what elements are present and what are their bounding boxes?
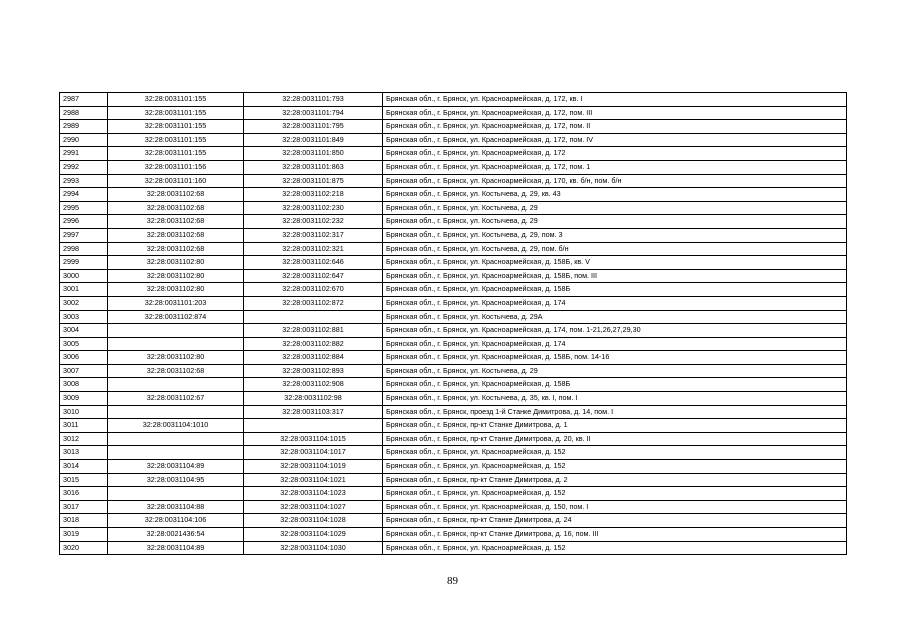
page-number: 89 — [447, 575, 458, 587]
object-cadastral-number-cell: 32:28:0031104:1017 — [244, 446, 383, 460]
address-cell: Брянская обл., г. Брянск, ул. Костычева, д. 29, кв. 43 — [383, 188, 847, 202]
cadastral-number-cell: 32:28:0031104:106 — [108, 514, 244, 528]
table-row — [60, 269, 847, 283]
table-row — [60, 120, 847, 134]
address-cell: Брянская обл., г. Брянск, ул. Костычева, д. 35, кв. I, пом. I — [383, 392, 847, 406]
cadastral-number-cell: 32:28:0031102:80 — [108, 283, 244, 297]
table-row — [60, 147, 847, 161]
row-number-cell: 3013 — [60, 446, 108, 460]
row-number-cell: 3007 — [60, 364, 108, 378]
row-number-cell: 2998 — [60, 242, 108, 256]
table-row — [60, 446, 847, 460]
table-row — [60, 487, 847, 501]
row-number-cell: 2999 — [60, 256, 108, 270]
object-cadastral-number-cell: 32:28:0031102:230 — [244, 201, 383, 215]
object-cadastral-number-cell: 32:28:0031104:1028 — [244, 514, 383, 528]
cadastral-number-cell: 32:28:0031104:95 — [108, 473, 244, 487]
table-row — [60, 405, 847, 419]
object-cadastral-number-cell: 32:28:0031102:893 — [244, 364, 383, 378]
cadastral-number-cell: 32:28:0031102:80 — [108, 351, 244, 365]
table-row — [60, 296, 847, 310]
cadastral-number-cell: 32:28:0031102:68 — [108, 201, 244, 215]
object-cadastral-number-cell: 32:28:0031101:863 — [244, 160, 383, 174]
object-cadastral-number-cell: 32:28:0031101:793 — [244, 93, 383, 107]
address-cell: Брянская обл., г. Брянск, ул. Красноармейская, д. 172 — [383, 147, 847, 161]
table-row — [60, 378, 847, 392]
object-cadastral-number-cell: 32:28:0031102:98 — [244, 392, 383, 406]
cadastral-number-cell — [108, 378, 244, 392]
object-cadastral-number-cell: 32:28:0031101:875 — [244, 174, 383, 188]
address-cell: Брянская обл., г. Брянск, ул. Красноармейская, д. 152 — [383, 446, 847, 460]
row-number-cell: 2993 — [60, 174, 108, 188]
object-cadastral-number-cell: 32:28:0031102:321 — [244, 242, 383, 256]
address-cell: Брянская обл., г. Брянск, ул. Красноармейская, д. 174 — [383, 337, 847, 351]
row-number-cell: 3006 — [60, 351, 108, 365]
row-number-cell: 3011 — [60, 419, 108, 433]
table-row — [60, 541, 847, 555]
object-cadastral-number-cell: 32:28:0031104:1029 — [244, 528, 383, 542]
cadastral-number-cell: 32:28:0031102:68 — [108, 188, 244, 202]
table-row — [60, 242, 847, 256]
address-cell: Брянская обл., г. Брянск, проезд 1-й Станке Димитрова, д. 14, пом. I — [383, 405, 847, 419]
object-cadastral-number-cell: 32:28:0031102:317 — [244, 228, 383, 242]
row-number-cell: 3001 — [60, 283, 108, 297]
object-cadastral-number-cell: 32:28:0031101:849 — [244, 133, 383, 147]
row-number-cell: 2991 — [60, 147, 108, 161]
address-cell: Брянская обл., г. Брянск, ул. Красноармейская, д. 158Б — [383, 283, 847, 297]
cadastral-number-cell — [108, 446, 244, 460]
object-cadastral-number-cell: 32:28:0031101:794 — [244, 106, 383, 120]
table-row — [60, 228, 847, 242]
address-cell: Брянская обл., г. Брянск, ул. Красноармейская, д. 150, пом. I — [383, 500, 847, 514]
address-cell: Брянская обл., г. Брянск, ул. Красноармейская, д. 172, пом. III — [383, 106, 847, 120]
row-number-cell: 2989 — [60, 120, 108, 134]
table-row — [60, 310, 847, 324]
cadastral-number-cell: 32:28:0031101:155 — [108, 120, 244, 134]
cadastral-number-cell: 32:28:0031102:68 — [108, 242, 244, 256]
cadastral-number-cell — [108, 337, 244, 351]
address-cell: Брянская обл., г. Брянск, ул. Красноармейская, д. 172, пом. II — [383, 120, 847, 134]
row-number-cell: 3016 — [60, 487, 108, 501]
address-cell: Брянская обл., г. Брянск, ул. Красноармейская, д. 152 — [383, 460, 847, 474]
cadastral-number-cell: 32:28:0031101:203 — [108, 296, 244, 310]
row-number-cell: 2994 — [60, 188, 108, 202]
cadastral-number-cell — [108, 324, 244, 338]
object-cadastral-number-cell: 32:28:0031101:850 — [244, 147, 383, 161]
row-number-cell: 3000 — [60, 269, 108, 283]
table-row — [60, 283, 847, 297]
row-number-cell: 2997 — [60, 228, 108, 242]
object-cadastral-number-cell: 32:28:0031104:1023 — [244, 487, 383, 501]
row-number-cell: 3015 — [60, 473, 108, 487]
row-number-cell: 3018 — [60, 514, 108, 528]
row-number-cell: 2988 — [60, 106, 108, 120]
registry-table-body — [60, 93, 847, 555]
table-row — [60, 514, 847, 528]
address-cell: Брянская обл., г. Брянск, ул. Красноармейская, д. 174, пом. 1-21,26,27,29,30 — [383, 324, 847, 338]
row-number-cell: 3005 — [60, 337, 108, 351]
cadastral-number-cell: 32:28:0031104:88 — [108, 500, 244, 514]
row-number-cell: 2987 — [60, 93, 108, 107]
address-cell: Брянская обл., г. Брянск, пр-кт Станке Димитрова, д. 24 — [383, 514, 847, 528]
address-cell: Брянская обл., г. Брянск, ул. Красноармейская, д. 170, кв. б/н, пом. б/н — [383, 174, 847, 188]
table-row — [60, 500, 847, 514]
address-cell: Брянская обл., г. Брянск, ул. Костычева, д. 29 — [383, 201, 847, 215]
object-cadastral-number-cell: 32:28:0031102:872 — [244, 296, 383, 310]
object-cadastral-number-cell: 32:28:0031102:646 — [244, 256, 383, 270]
object-cadastral-number-cell: 32:28:0031104:1021 — [244, 473, 383, 487]
cadastral-number-cell: 32:28:0031101:160 — [108, 174, 244, 188]
object-cadastral-number-cell: 32:28:0031101:795 — [244, 120, 383, 134]
object-cadastral-number-cell: 32:28:0031102:881 — [244, 324, 383, 338]
row-number-cell: 3019 — [60, 528, 108, 542]
address-cell: Брянская обл., г. Брянск, пр-кт Станке Димитрова, д. 16, пом. III — [383, 528, 847, 542]
row-number-cell: 3020 — [60, 541, 108, 555]
cadastral-number-cell — [108, 405, 244, 419]
row-number-cell: 3012 — [60, 432, 108, 446]
address-cell: Брянская обл., г. Брянск, ул. Красноармейская, д. 174 — [383, 296, 847, 310]
cadastral-number-cell — [108, 432, 244, 446]
address-cell: Брянская обл., г. Брянск, пр-кт Станке Димитрова, д. 1 — [383, 419, 847, 433]
address-cell: Брянская обл., г. Брянск, ул. Красноармейская, д. 158Б, кв. V — [383, 256, 847, 270]
object-cadastral-number-cell: 32:28:0031104:1027 — [244, 500, 383, 514]
cadastral-number-cell: 32:28:0031102:80 — [108, 256, 244, 270]
object-cadastral-number-cell: 32:28:0031102:882 — [244, 337, 383, 351]
cadastral-number-cell: 32:28:0031104:89 — [108, 460, 244, 474]
cadastral-number-cell: 32:28:0031102:874 — [108, 310, 244, 324]
object-cadastral-number-cell: 32:28:0031102:670 — [244, 283, 383, 297]
row-number-cell: 3014 — [60, 460, 108, 474]
table-row — [60, 106, 847, 120]
table-row — [60, 256, 847, 270]
row-number-cell: 3017 — [60, 500, 108, 514]
row-number-cell: 2995 — [60, 201, 108, 215]
table-row — [60, 392, 847, 406]
row-number-cell: 3002 — [60, 296, 108, 310]
address-cell: Брянская обл., г. Брянск, ул. Красноармейская, д. 172, кв. I — [383, 93, 847, 107]
object-cadastral-number-cell: 32:28:0031104:1015 — [244, 432, 383, 446]
table-row — [60, 473, 847, 487]
cadastral-number-cell: 32:28:0031102:80 — [108, 269, 244, 283]
address-cell: Брянская обл., г. Брянск, ул. Красноармейская, д. 172, пом. IV — [383, 133, 847, 147]
address-cell: Брянская обл., г. Брянск, ул. Красноармейская, д. 158Б, пом. III — [383, 269, 847, 283]
address-cell: Брянская обл., г. Брянск, пр-кт Станке Димитрова, д. 2 — [383, 473, 847, 487]
address-cell: Брянская обл., г. Брянск, ул. Красноармейская, д. 152 — [383, 487, 847, 501]
table-row — [60, 432, 847, 446]
table-row — [60, 160, 847, 174]
table-row — [60, 460, 847, 474]
cadastral-number-cell: 32:28:0031104:89 — [108, 541, 244, 555]
cadastral-number-cell: 32:28:0031101:155 — [108, 93, 244, 107]
table-row — [60, 93, 847, 107]
table-row — [60, 188, 847, 202]
table-row — [60, 174, 847, 188]
address-cell: Брянская обл., г. Брянск, ул. Красноармейская, д. 152 — [383, 541, 847, 555]
row-number-cell: 3008 — [60, 378, 108, 392]
object-cadastral-number-cell: 32:28:0031103:317 — [244, 405, 383, 419]
table-row — [60, 351, 847, 365]
object-cadastral-number-cell: 32:28:0031102:884 — [244, 351, 383, 365]
object-cadastral-number-cell — [244, 310, 383, 324]
table-row — [60, 215, 847, 229]
cadastral-number-cell: 32:28:0031101:155 — [108, 147, 244, 161]
object-cadastral-number-cell — [244, 419, 383, 433]
table-row — [60, 364, 847, 378]
cadastral-number-cell: 32:28:0031101:155 — [108, 133, 244, 147]
object-cadastral-number-cell: 32:28:0031104:1019 — [244, 460, 383, 474]
table-row — [60, 419, 847, 433]
row-number-cell: 3010 — [60, 405, 108, 419]
cadastral-number-cell: 32:28:0031101:155 — [108, 106, 244, 120]
cadastral-number-cell: 32:28:0031102:68 — [108, 228, 244, 242]
table-row — [60, 201, 847, 215]
table-row — [60, 337, 847, 351]
address-cell: Брянская обл., г. Брянск, ул. Красноармейская, д. 158Б, пом. 14-16 — [383, 351, 847, 365]
cadastral-number-cell — [108, 487, 244, 501]
address-cell: Брянская обл., г. Брянск, ул. Красноармейская, д. 172, пом. 1 — [383, 160, 847, 174]
address-cell: Брянская обл., г. Брянск, пр-кт Станке Димитрова, д. 20, кв. II — [383, 432, 847, 446]
table-row — [60, 528, 847, 542]
row-number-cell: 2996 — [60, 215, 108, 229]
object-cadastral-number-cell: 32:28:0031102:232 — [244, 215, 383, 229]
row-number-cell: 3009 — [60, 392, 108, 406]
row-number-cell: 2990 — [60, 133, 108, 147]
cadastral-number-cell: 32:28:0021436:54 — [108, 528, 244, 542]
cadastral-number-cell: 32:28:0031104:1010 — [108, 419, 244, 433]
table-row — [60, 133, 847, 147]
address-cell: Брянская обл., г. Брянск, ул. Красноармейская, д. 158Б — [383, 378, 847, 392]
object-cadastral-number-cell: 32:28:0031102:908 — [244, 378, 383, 392]
table-row — [60, 324, 847, 338]
registry-table — [59, 92, 847, 555]
object-cadastral-number-cell: 32:28:0031102:218 — [244, 188, 383, 202]
row-number-cell: 2992 — [60, 160, 108, 174]
cadastral-number-cell: 32:28:0031102:67 — [108, 392, 244, 406]
object-cadastral-number-cell: 32:28:0031104:1030 — [244, 541, 383, 555]
row-number-cell: 3003 — [60, 310, 108, 324]
address-cell: Брянская обл., г. Брянск, ул. Костычева, д. 29 — [383, 215, 847, 229]
cadastral-number-cell: 32:28:0031102:68 — [108, 215, 244, 229]
row-number-cell: 3004 — [60, 324, 108, 338]
address-cell: Брянская обл., г. Брянск, ул. Костычева, д. 29, пом. б/н — [383, 242, 847, 256]
address-cell: Брянская обл., г. Брянск, ул. Костычева, д. 29 — [383, 364, 847, 378]
cadastral-number-cell: 32:28:0031102:68 — [108, 364, 244, 378]
cadastral-number-cell: 32:28:0031101:156 — [108, 160, 244, 174]
address-cell: Брянская обл., г. Брянск, ул. Костычева, д. 29, пом. 3 — [383, 228, 847, 242]
object-cadastral-number-cell: 32:28:0031102:647 — [244, 269, 383, 283]
address-cell: Брянская обл., г. Брянск, ул. Костычева, д. 29А — [383, 310, 847, 324]
